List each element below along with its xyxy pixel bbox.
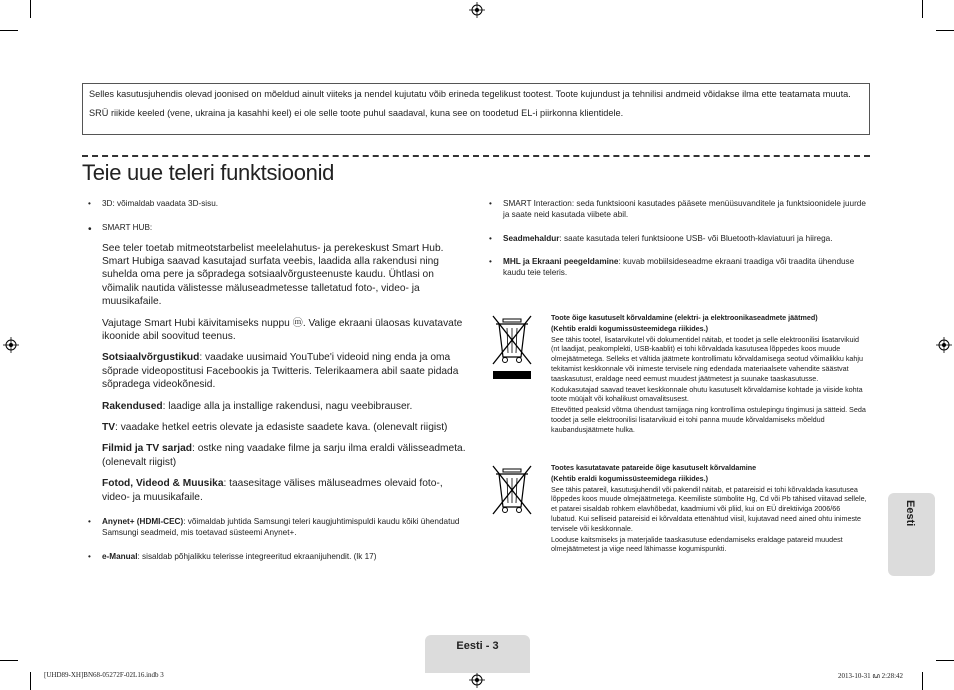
feature-label: Anynet+ (HDMI-CEC) [102, 517, 184, 527]
registration-mark-icon [936, 337, 952, 353]
weee-paragraph: Looduse kaitsmiseks ja materjalide taaskasutuse edendamiseks eraldage patareid muudest olmejäätmetest ja viige need lähimasse kogumispunkti. [551, 534, 843, 554]
feature-text: : ostke ning vaadake filme ja sarju ilma eraldi välisseadmeta. (olenevalt riigist) [102, 443, 466, 468]
smart-hub-intro: See teler toetab mitmeotstarbelist meelelahutus- ja perekeskust Smart Hub. Smart Hubiga saavad kasutajad surfata veebis, laadida alla rakendusi ning suhelda oma pere ja sõpradega sotsiaalvõrgusteenuste kaudu. Ühtlasi on võimalik nautida välistesse mäluseadmetesse talletatud foto-, video- ja muusikafaile. [102, 242, 444, 308]
print-timestamp: 2013-10-31 ꦝ 2:28:42 [838, 672, 904, 680]
registration-mark-icon [469, 2, 485, 18]
weee-paragraph: See tähis tootel, lisatarvikutel või dokumentidel näitab, et toodet ja selle elektroonilisi lisatarvikuid (nt laadijat, peakomplekti, USB-kaablit) ei tohi kõrvaldada kasutusea lõppedes koos muude olmejäätmetega. Selleks et vältida jäätmete kontrollimatu kõrvaldamisega seotud võimalikku kahju tekitamist keskkonnale või inimeste tervisele ning edendada materiaalsete vahendite säästvat taaskasutust, eraldage need eemust muudest jäätmetest ja suunake taaskasutusse. [551, 334, 864, 383]
notice-box [82, 83, 870, 135]
language-side-label: Eesti [904, 500, 916, 527]
feature-text: : kuvab mobiilsideseadme ekraani traadiga või traadita ühenduse kaudu teie teleris. [503, 257, 855, 278]
feature-text: : saate kasutada teleri funktsioone USB- või Bluetooth-klaviatuuri ja hiirega. [559, 233, 833, 243]
crop-mark [922, 672, 923, 690]
list-item-anynet [86, 517, 470, 539]
bullet-icon: • [489, 257, 492, 267]
weee-paragraph: Ettevõtted peaksid võtma ühendust tarnijaga ning kontrollima ostulepingu tingimusi ja sätteid. Seda toodet ja selle elektroonilisi lisatarvikuid ei tohi panna muude kõrvaldamiseks mõeldud kaubandusjäätmete hulka. [551, 405, 866, 434]
crop-mark [0, 30, 18, 31]
feature-label: Rakendused [102, 400, 163, 412]
feature-text: : seda funktsiooni kasutades pääsete menüüsuvanditele ja funktsioonidele juurde ja saate neid kasutada viibete abil. [503, 199, 866, 219]
crossed-bin-icon [490, 313, 534, 379]
smart-hub-launch: Vajutage Smart Hubi käivitamiseks nuppu ⓜ. Valige ekraani ülaosas kuvatavate ikoonide abil soovitud teenus. [102, 317, 463, 343]
crop-mark [30, 672, 31, 690]
crop-mark [936, 660, 954, 661]
feature-text: : laadige alla ja installige rakendusi, nagu veebibrauser. [162, 400, 413, 412]
left-column [86, 199, 470, 575]
weee-subheading: (Kehtib eraldi kogumissüsteemidega riikides.) [551, 473, 708, 483]
list-item-device-manager [487, 234, 871, 245]
bullet-icon: • [489, 233, 492, 243]
feature-text: : võimaldab juhtida Samsungi teleri kaugjuhtimispuldi kaudu kõiki ühendatud Samsungi seadmeid, mis toetavad süsteemi Anynet+. [102, 517, 460, 537]
weee-heading: Tootes kasutatavate patareide õige kasutuselt kõrvaldamine [551, 463, 757, 472]
registration-mark-icon [469, 672, 485, 688]
notice-line-1: Selles kasutusjuhendis olevad joonised on mõeldud ainult viiteks ja nendel kujutatu võib erineda tegelikust tootest. Toote kujundust ja tehnilisi andmeid võidakse ilma ette teatamata muuta. [89, 89, 851, 99]
feature-label: MHL ja Ekraani peegeldamine [503, 257, 619, 267]
feature-text: : sisaldab põhjalikku telerisse integreeritud ekraanijuhendit. (lk 17) [137, 551, 377, 561]
right-column [487, 199, 871, 292]
section-divider [82, 155, 870, 157]
bullet-icon: • [489, 199, 492, 208]
bullet-icon: • [88, 517, 91, 527]
feature-label: TV [102, 422, 116, 434]
feature-label: Seadmehaldur [503, 233, 560, 243]
feature-colon: : [149, 222, 153, 232]
feature-label: Filmid ja TV sarjad [102, 443, 193, 455]
feature-text: : taasesitage välises mäluseadmes olevaid foto-, video- ja muusikafaile. [102, 478, 443, 503]
crop-mark [922, 0, 923, 18]
list-item-smart-interaction [487, 199, 871, 221]
list-item-smart-hub [86, 223, 470, 504]
notice-line-2: SRÜ riikide keeled (vene, ukraina ja kasahhi keel) ei ole selle toote puhul saadaval, kuna see on toodetud EL-i piirkonna klientidele. [89, 107, 624, 118]
list-item-mhl [487, 257, 871, 279]
weee-product-info [551, 313, 867, 436]
feature-label: Fotod, Videod & Muusika [102, 478, 224, 490]
print-file-info: [UHD89-XH]BN68-05272F-02L16.indb 3 [44, 671, 164, 679]
crossed-bin-battery-icon [490, 463, 534, 515]
weee-battery-info [551, 463, 867, 555]
weee-paragraph: See tähis patareil, kasutusjuhendil või pakendil näitab, et patareisid ei tohi kõrvaldada kasutusea lõppedes koos muude olmejäätmetega. Keemiliste sümbolite Hg, Cd või Pb tähised viitavad sellele, et patarei sisaldab rohkem elavhõbedat, kaadmiumi või pliid, kui on EÜ direktiiviga 2006/66 lubatud. Kui selliseid patareisid ei kõrvaldata ettenähtud viisil, kujutavad need ained ohtu inimeste tervisele või keskkonnale. [551, 484, 867, 533]
feature-text: : võimaldab vaadata 3D-sisu. [112, 199, 219, 208]
bullet-icon: • [88, 551, 91, 561]
weee-subheading: (Kehtib eraldi kogumissüsteemidega riikides.) [551, 323, 708, 333]
feature-label: Sotsiaalvõrgustikud [102, 352, 200, 364]
crop-mark [936, 30, 954, 31]
bullet-icon: • [88, 223, 92, 235]
feature-label: e-Manual [102, 551, 138, 561]
feature-label: SMART Interaction [503, 199, 572, 208]
registration-mark-icon [3, 337, 19, 353]
weee-paragraph: Kodukasutajad saavad teavet keskkonnale ohutu kasutuselt kõrvaldamise kohtade ja viiside kohta toote müüjalt või kohalikust omavalitsusest. [551, 384, 863, 404]
bullet-icon: • [88, 199, 91, 208]
list-item-e-manual [86, 552, 470, 563]
list-item-3d [86, 199, 470, 210]
crop-mark [0, 660, 18, 661]
feature-text: : vaadake hetkel eetris olevate ja edasiste saadete kava. (olenevalt riigist) [115, 422, 448, 434]
weee-heading: Toote õige kasutuselt kõrvaldamine (elektri- ja elektroonikaseadmete jäätmed) [551, 313, 818, 322]
feature-label: SMART HUB [102, 222, 150, 232]
feature-text: : vaadake uusimaid YouTube'i videoid ning enda ja oma sõprade videopostitusi Facebookis ja Twitteris. Telerikaamera abil saate pidada sõpradega videokõnesid. [102, 352, 459, 391]
feature-label: 3D [102, 199, 113, 208]
crop-mark [30, 0, 31, 18]
page-title: Teie uue teleri funktsioonid [82, 160, 335, 185]
page-number: Eesti - 3 [456, 640, 499, 652]
